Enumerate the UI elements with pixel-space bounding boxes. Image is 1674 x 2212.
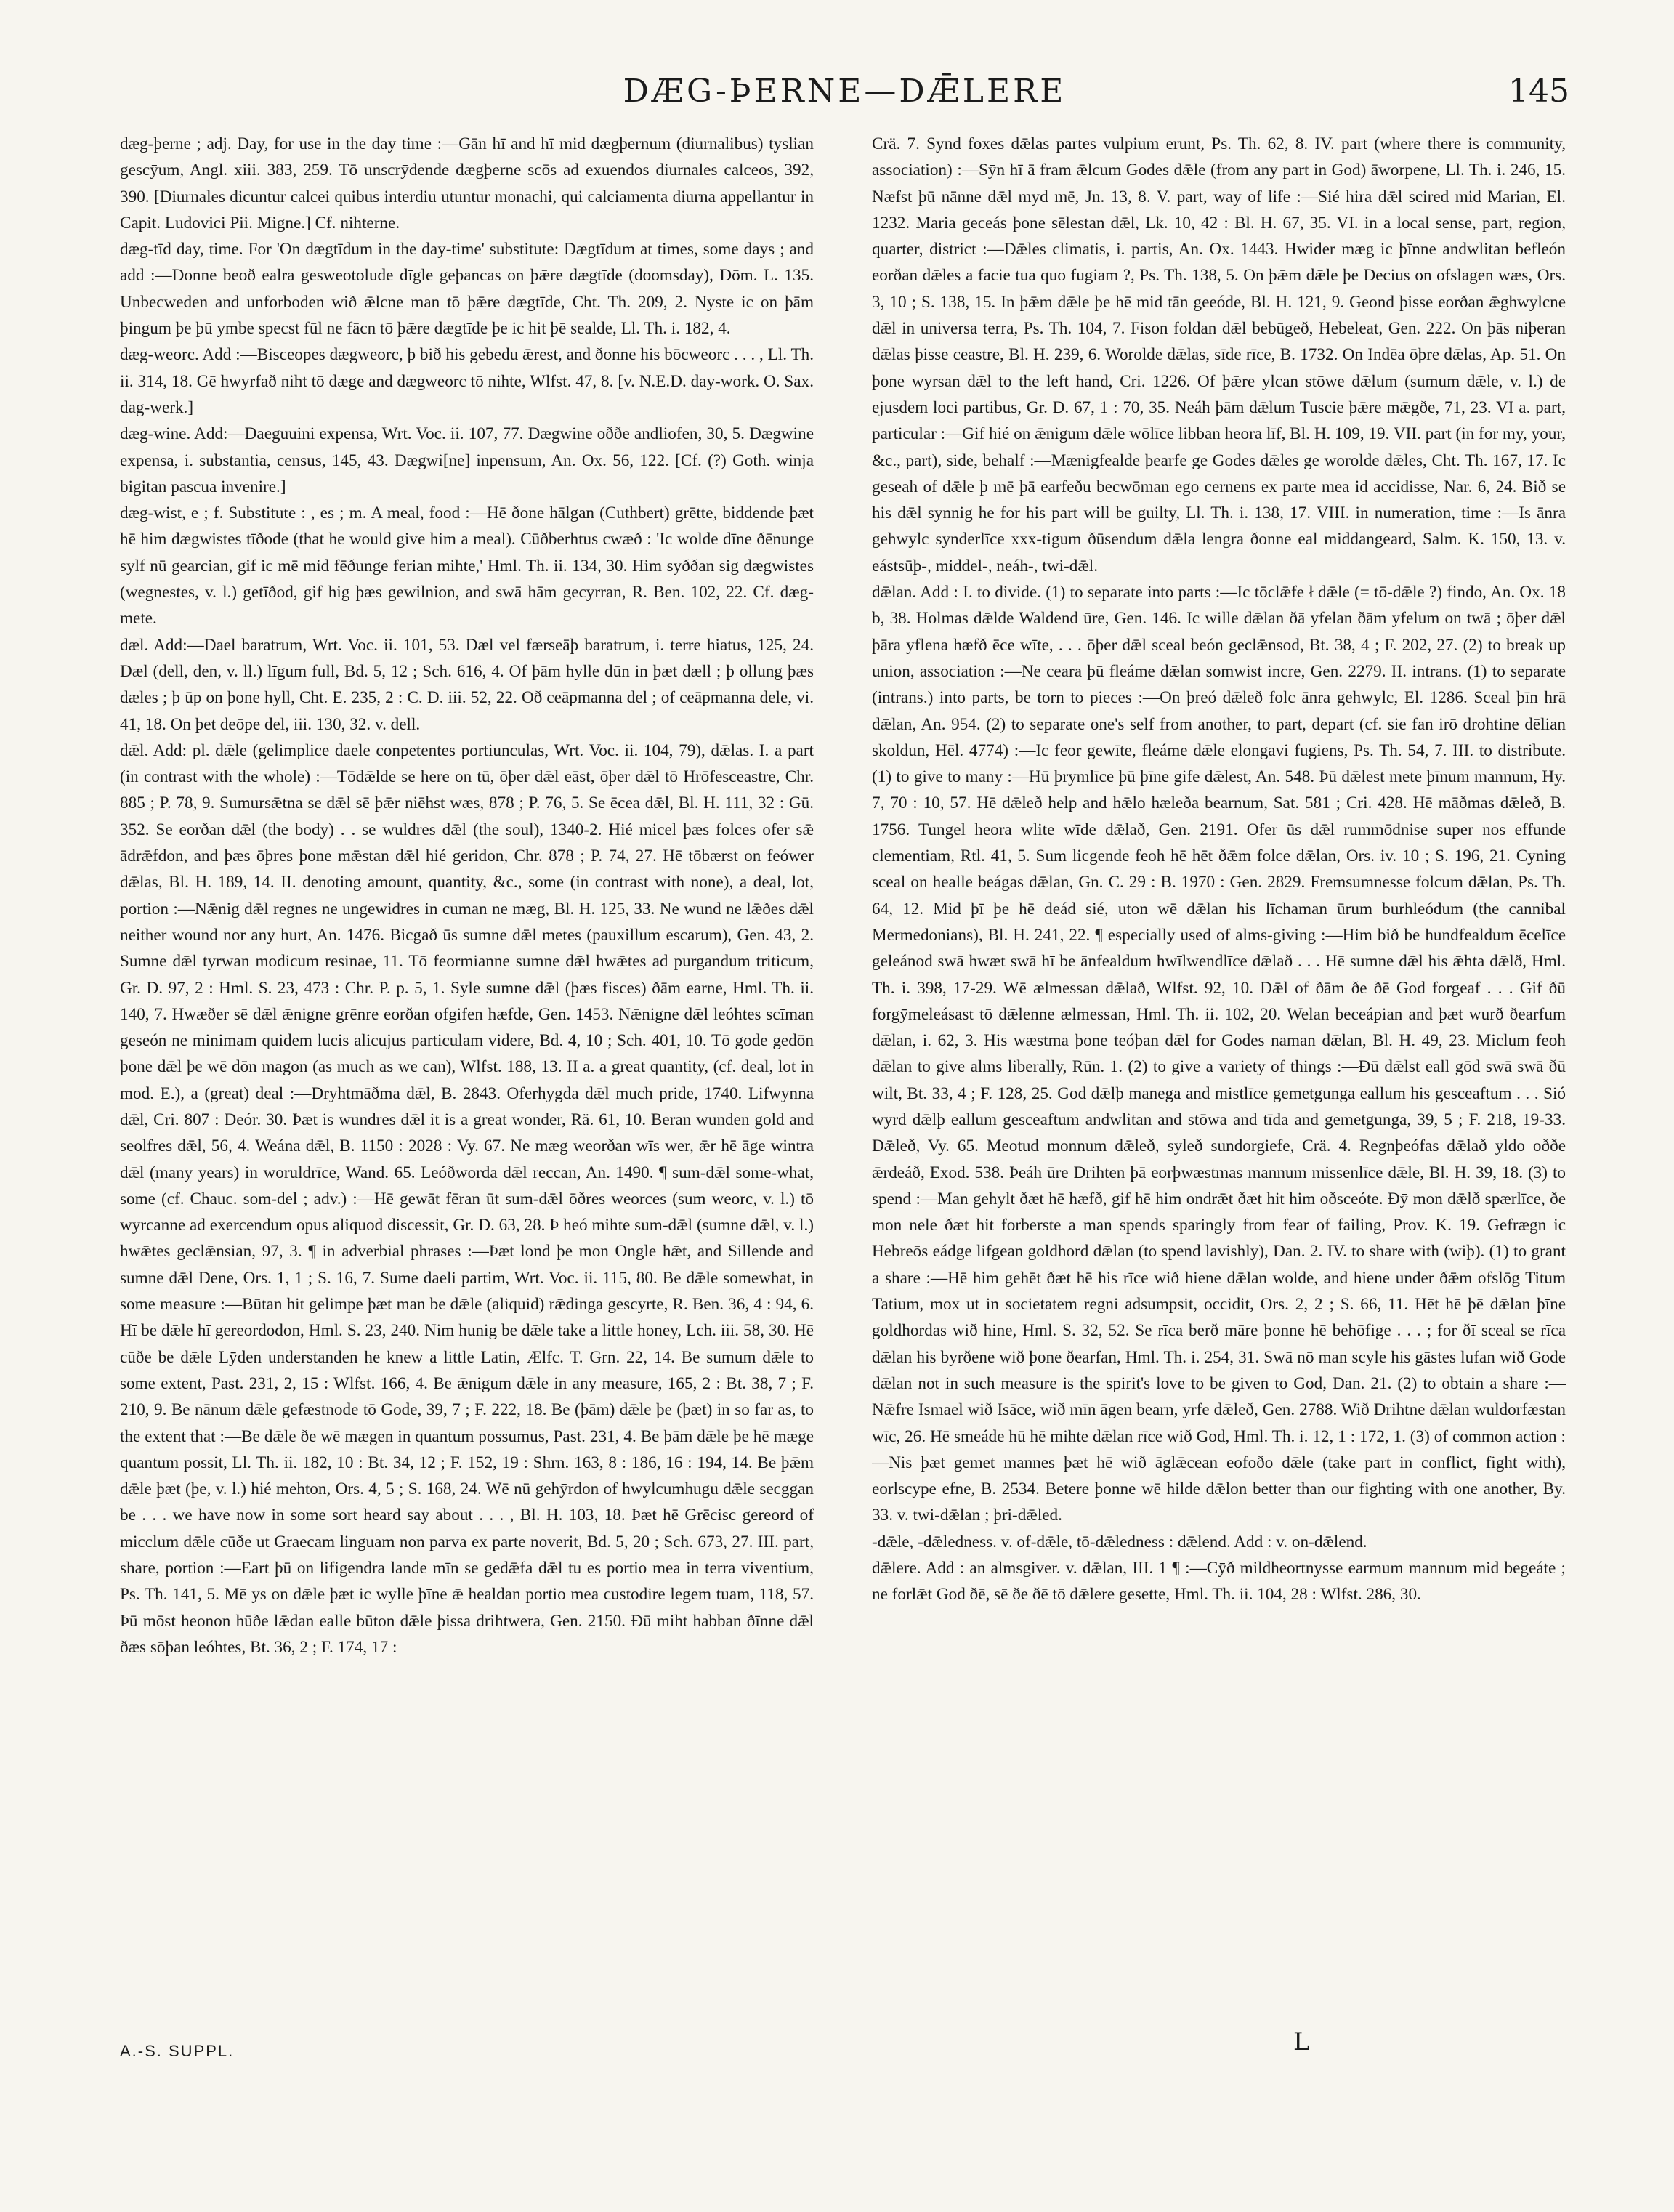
entry-daelere: dǣlere. Add : an almsgiver. v. dǣlan, III. 1 ¶ :—Cȳð mildheortnysse earmum mannum mid begeáte ; ne forlǣt God ðē, sē ðe ðē tō dǣlere gesette, Hml. Th. ii. 104, 28 : Wlfst. 286, 30. xyxy=(872,1559,1566,1604)
footer-signature-mark: L xyxy=(1293,2027,1310,2056)
entry-daeg-wine: dæg-wine. Add:—Daeguuini expensa, Wrt. Voc. ii. 107, 77. Dægwine oððe andliofen, 30, 5. Dægwine expensa, i. substantia, census, 145, 43. Dægwi[ne] inpensum, An. Ox. 56, 122. [Cf. (?) Goth. winja bigitan pascua invenire.] xyxy=(120,424,814,496)
right-column xyxy=(872,131,1566,2056)
entry-daeg-weorc: dæg-weorc. Add :—Bisceopes dægweorc, þ bið his gebedu ǣrest, and ðonne his bōcweorc . . . , Ll. Th. ii. 314, 18. Gē hwyrfað niht tō dæge and dægweorc tō nihte, Wlfst. 47, 8. [v. N.E.D. day-work. O. Sax. dag-werk.] xyxy=(120,345,814,417)
entry-dael-short: dæl. Add:—Dael baratrum, Wrt. Voc. ii. 101, 53. Dæl vel færseāþ baratrum, i. terre hiatus, 125, 24. Dæl (dell, den, v. ll.) līgum full, Bd. 5, 12 ; Sch. 616, 4. Of þām hylle dūn in þæt dæll ; þ ollung þæs dæles ; þ ūp on þone hyll, Cht. E. 235, 2 : C. D. iii. 52, 22. Oð ceāpmanna del ; of ceāpmanna dele, vi. 41, 18. On þet deōpe del, iii. 130, 32. v. dell. xyxy=(120,635,814,734)
left-column xyxy=(120,131,814,2056)
page-header xyxy=(120,73,1569,124)
page-number: 145 xyxy=(1508,73,1569,110)
entry-daeg-wist: dæg-wist, e ; f. Substitute : , es ; m. A meal, food :—Hē ðone hālgan (Cuthbert) grētte, biddende þæt hē him dægwistes tīðode (that he would give him a meal). Cūðberhtus cwæð : 'Ic wolde dīne ðēnunge sylf nū gearcian, gif ic mē mid fēðunge ferian mihte,' Hml. Th. ii. 134, 30. Him syððan sig dægwistes (wegnestes, v. l.) getīðod, gif hig þæs gewilnion, and swā hām gecyrran, R. Ben. 102, 22. Cf. dæg-mete. xyxy=(120,504,814,629)
footer-volume-label: A.-S. SUPPL. xyxy=(120,2042,235,2060)
entry-daeg-therne: dæg-þerne ; adj. Day, for use in the day time :—Gān hī and hī mid dægþernum (diurnalibus) tyslian gescȳum, Angl. xiii. 383, 259. Tō unscrȳdende dægþerne scōs ad exuendos diurnales calceos, 392, 390. [Diurnales dicuntur calcei quibus interdiu utuntur monachi, qui calciamenta diurna appellantur in Capit. Ludovici Pii. Migne.] Cf. nihterne. xyxy=(120,134,814,233)
entry-dael-continued: Crä. 7. Synd foxes dǣlas partes vulpium erunt, Ps. Th. 62, 8. IV. part (where there is community, association) :—Sȳn hī ā fram ǣlcum Godes dǣle (from any part in God) āworpene, Ll. Th. i. 246, 15. Næfst þū nānne dǣl myd mē, Jn. 13, 8. V. part, way of life :—Sié hira dǣl scired mid Marian, El. 1232. Maria geceás þone sēlestan dǣl, Lk. 10, 42 : Bl. H. 67, 35. VI. in a local sense, part, region, quarter, district :—Dǣles climatis, i. partis, An. Ox. 1443. Hwider mæg ic þīnne andwlitan befleón eorðan dǣles a facie tua quo fugiam ?, Ps. Th. 138, 5. On þǣm dǣle þe Decius on ofslagen wæs, Ors. 3, 10 ; S. 138, 15. In þǣm dǣle þe hē mid tān geeóde, Bl. H. 121, 9. Geond þisse eorðan ǣghwylcne dǣl in universa terra, Ps. Th. 104, 7. Fison foldan dǣl bebūgeð, Hebeleat, Gen. 222. On þās niþeran dǣlas þisse ceastre, Bl. H. 239, 6. Worolde dǣlas, sīde rīce, B. 1732. On Indēa ōþre dǣlas, Ap. 51. On þone wyrsan dǣl to the left hand, Cri. 1226. Of þǣre ylcan stōwe dǣlum (sumum dǣle, v. l.) de ejusdem loci partibus, Gr. D. 67, 1 : 70, 35. Neáh þām dǣlum Tuscie þǣre mǣgðe, 71, 23. VI a. part, particular :—Gif hié on ǣnigum dǣle wōlīce libban heora līf, Bl. H. 109, 19. VII. part (in for my, your, &c., part), side, behalf :—Mænigfealde þearfe ge Godes dǣles ge worolde dǣles, Cht. Th. 167, 17. Ic geseah of dǣle þ mē þā earfeðu becwōman ego cernens ex parte mea id accidisse, Nar. 6, 24. Bið se his dǣl synnig he for his part will be guilty, Ll. Th. i. 138, 17. VIII. in numeration, time :—Is ānra gehwylc synderlīce xxx-tigum ðūsendum dǣla lengra ðonne eal middangeard, Salm. K. 150, 13. v. eástsūþ-, middel-, neáh-, twi-dǣl. xyxy=(872,134,1566,576)
entry-daelan: dǣlan. Add : I. to divide. (1) to separate into parts :—Ic tōclǣfe ł dǣle (= tō-dǣle ?) findo, An. Ox. 18 b, 38. Holmas dǣlde Waldend ūre, Gen. 146. Ic wille dǣlan ðā yfelan ðām yfelum on twā ; ōþer dǣl þāra yflena hæfð ēce wīte, . . . ōþer dǣl sceal beón geclǣnsod, Bt. 38, 4 ; F. 202, 27. (2) to break up union, association :—Ne ceara þū fleáme dǣlan somwist incre, Gen. 2279. II. intrans. (1) to separate (intrans.) into parts, be torn to pieces :—On þreó dǣleð folc ānra gehwylc, El. 1286. Sceal þīn hrā dǣlan, An. 954. (2) to separate one's self from another, to part, depart (cf. sie fan irō drohtine dēlian skoldun, Hēl. 4774) :—Ic feor gewīte, fleáme dǣle elongavi fugiens, Ps. Th. 54, 7. III. to distribute. (1) to give to many :—Hū þrymlīce þū þīne gife dǣlest, An. 548. Þū dǣlest mete þīnum mannum, Hy. 7, 70 : 10, 57. Hē dǣleð help and hǣlo hæleða bearnum, Sat. 581 ; Cri. 428. Hē māðmas dǣleð, B. 1756. Tungel heora wlite wīde dǣlað, Gen. 2191. Ofer ūs dǣl rummōdnise super nos effunde clementiam, Rtl. 41, 5. Sum licgende feoh hē hēt ðǣm folce dǣlan, Ors. iv. 10 ; S. 196, 21. Cyning sceal on healle beágas dǣlan, Gn. C. 29 : B. 1970 : Gen. 2829. Fremsumnesse folcum dǣlan, Ps. Th. 64, 12. Mid þī þe hē deád sié, uton wē dǣlan his līchaman ūrum burhleódum (the cannibal Mermedonians), Bl. H. 241, 22. ¶ especially used of alms-giving :—Him bið be hundfealdum ēcelīce geleánod swā hwæt swā hī be ānfealdum hwīlwendlīce dǣlað . . . Hē sumne dǣl his ǣhta dǣlð, Hml. Th. i. 398, 17-29. Wē ælmessan dǣlað, Wlfst. 92, 10. Dǣl of ðām ðe ðē God forgeaf . . . Gif ðū forgȳmeleásast tō dǣlenne ælmessan, Hml. Th. ii. 102, 20. Welan beceápian and þæt wurð ðearfum dǣlan, i. 62, 3. His wæstma þone teóþan dǣl for Godes naman dǣlan, Bl. H. 49, 23. Miclum feoh dǣlan to give alms liberally, Rūn. 1. (2) to give a variety of things :—Ðū dǣlst eall gōd swā swā ðū wilt, Bt. 33, 4 ; F. 128, 25. God dǣlþ manega and mistlīce gemetgunga eallum his gesceaftum . . . Sió wyrd dǣlþ eallum gesceaftum andwlitan and stōwa and tīda and gemetgunga, 39, 5 ; F. 218, 19-33. Dǣleð, Vy. 65. Meotud monnum dǣleð, syleð sundorgiefe, Crä. 4. Regnþeófas dǣlað yldo oððe ǣrdeáð, Exod. 538. Þeáh ūre Drihten þā eorþwæstmas mannum missenlīce dǣle, Bl. H. 39, 18. (3) to spend :—Man gehylt ðæt hē hæfð, gif hē him ondrǣt ðæt hit him oðsceóte. Ðȳ mon dǣlð spærlīce, ðe mon nele ðæt hit forberste a man spends sparingly from fear of failing, Prov. K. 19. Gefrægn ic Hebreōs eádge lifgean goldhord dǣlan (to spend lavishly), Dan. 2. IV. to share with (wiþ). (1) to grant a share :—Hē him gehēt ðæt hē his rīce wið hiene dǣlan wolde, and hiene under ðǣm ofslōg Titum Tatium, mox ut in societatem regni adsumpsit, occidit, Ors. 2, 2 ; S. 66, 11. Hēt hē þē dǣlan þīne goldhordas wið hine, Hml. S. 32, 52. Se rīca berð māre þonne hē behōfige . . . ; for ðī sceal se rīca dǣlan his byrðene wið þone ðearfan, Hml. Th. i. 254, 31. Swā nō man scyle his gāstes lufan wið Gode dǣlan not in such measure is the spirit's love to be given to God, Dan. 21. (2) to obtain a share :—Nǣfre Ismael wið Isāce, wið mīn āgen bearn, yrfe dǣleð, Gen. 2788. Wið Drihtne dǣlan wuldorfæstan wīc, 26. Hē smeáde hū hē mihte dǣlan rīce wið God, Hml. Th. i. 12, 1 : 172, 1. (3) of common action :—Nis þæt gemet mannes þæt hē wið āglǣcean eofoðo dǣle (take part in conflict, fight with), eorlscype efne, B. 2534. Betere þonne wē hilde dǣlon better than our fighting with one another, By. 33. v. twi-dǣlan ; þri-dǣled. xyxy=(872,583,1566,1525)
entry-dael-long: dǣl. Add: pl. dǣle (gelimplice daele conpetentes portiunculas, Wrt. Voc. ii. 104, 79), dǣlas. I. a part (in contrast with the whole) :—Tōdǣlde se here on tū, ōþer dǣl eāst, ōþer dǣl tō Hrōfesceastre, Chr. 885 ; P. 78, 9. Sumursǣtna se dǣl sē þǣr niēhst wæs, 878 ; P. 76, 5. Se ēcea dǣl, Bl. H. 111, 32 : Gū. 352. Se eorðan dǣl (the body) . . se wuldres dǣl (the soul), 1340-2. Hié micel þæs folces ofer sǣ ādrǣfdon, and þæs ōþres þone mǣstan dǣl hié geridon, Chr. 878 ; P. 74, 27. Hē tōbærst on feówer dǣlas, Bl. H. 189, 14. II. denoting amount, quantity, &c., some (in contrast with none), a deal, lot, portion :—Nǣnig dǣl regnes ne ungewidres in cuman ne mæg, Bl. H. 125, 33. Ne wund ne lǣðes dǣl neither wound nor any hurt, An. 1476. Bicgað ūs sumne dǣl metes (pauxillum escarum), Gen. 43, 2. Sumne dǣl tyrwan modicum resinae, 11. Tō feormianne sumne dǣl hwǣtes ad purgandum triticum, Gr. D. 97, 2 : Hml. S. 23, 473 : Chr. P. p. 5, 1. Syle sumne dǣl (þæs fisces) ðām earne, Hml. Th. ii. 140, 7. Hwæðer sē dǣl ǣnigne grēnre eorðan ofgifen hæfde, Gen. 1453. Nǣnigne dǣl leóhtes scīman geseón ne minimam quidem lucis alicujus particulam videre, Bd. 4, 10 ; Sch. 401, 10. Tō gode gedōn þone dǣl þe wē dōn magon (as much as we can), Wlfst. 188, 13. II a. a great quantity, (cf. deal, lot in mod. E.), a (great) deal :—Dryhtmāðma dǣl, B. 2843. Oferhygda dǣl much pride, 1740. Lifwynna dǣl, Cri. 807 : Deór. 30. Þæt is wundres dǣl it is a great wonder, Rä. 61, 10. Beran wunden gold and seolfres dǣl, 56, 4. Weána dǣl, B. 1150 : 2028 : Vy. 67. Ne mæg weorðan wīs wer, ǣr hē āge wintra dǣl (many years) in woruldrīce, Wand. 65. Leóðworda dǣl reccan, An. 1490. ¶ sum-dǣl some-what, some (cf. Chauc. som-del ; adv.) :—Hē gewāt fēran ūt sum-dǣl ōðres weorces (sum weorc, v. l.) tō wyrcanne ad exercendum opus aliquod discessit, Gr. D. 63, 28. Þ heó mihte sum-dǣl (sumne dǣl, v. l.) hwǣtes geclǣnsian, 97, 3. ¶ in adverbial phrases :—Þæt lond þe mon Ongle hǣt, and Sillende and sumne dǣl Dene, Ors. 1, 1 ; S. 16, 7. Sume daeli partim, Wrt. Voc. ii. 115, 80. Be dǣle somewhat, in some measure :—Būtan hit gelimpe þæt man be dǣle (aliquid) rǣdinga gescyrte, R. Ben. 36, 4 : 94, 6. Hī be dǣle hī gereordodon, Hml. S. 23, 240. Nim hunig be dǣle take a little honey, Lch. iii. 58, 30. Hē cūðe be dǣle Lȳden understanden he knew a little Latin, Ælfc. T. Grn. 22, 14. Be sumum dǣle to some extent, Past. 231, 2, 15 : Wlfst. 166, 4. Be ǣnigum dǣle in any measure, 165, 2 : Bt. 38, 7 ; F. 210, 9. Be nānum dǣle gefæstnode tō Gode, 39, 7 ; F. 222, 18. Be (þām) dǣle þe (þæt) in so far as, to the extent that :—Be dǣle ðe wē mægen in quantum possumus, Past. 231, 4. Be þām dǣle þe hē mæge quantum possit, Ll. Th. ii. 182, 10 : Bt. 34, 12 ; F. 152, 19 : Shrn. 163, 8 : 186, 16 : 194, 14. Be þǣm dǣle þæt (þe, v. l.) hié mehton, Ors. 4, 5 ; S. 168, 24. Wē nū gehȳrdon of hwylcumhugu dǣle secggan be . . . we have now in some sort heard say about . . . , Bl. H. 103, 18. Þæt hē Grēcisc gereord of micclum dǣle cūðe ut Graecam linguam non parva ex parte noverit, Bd. 5, 20 ; Sch. 673, 27. III. part, share, portion :—Eart þū on lifigendra lande mīn se gedǣfa dǣl tu es portio mea in terra viventium, Ps. Th. 141, 5. Mē ys on dǣle þæt ic wylle þīne ǣ healdan portio mea custodire legem tuam, 118, 57. Þū mōst heonon hūðe lǣdan ealle būton dǣle þissa drihtwera, Gen. 2150. Ðū miht habban ðīnne dǣl ðæs sōþan leóhtes, Bt. 36, 2 ; F. 174, 17 : xyxy=(120,740,814,1657)
running-head: DÆG-ÞERNE—DǢLERE xyxy=(623,73,1067,110)
entry-daeg-tid: dæg-tīd day, time. For 'On dægtīdum in the day-time' substitute: Dægtīdum at times, some days ; and add :—Ðonne beoð ealra gesweotolude dīgle geþancas on þǣre dægtīde (doomsday), Dōm. L. 135. Unbecweden and unforboden wið ǣlcne man tō þǣre dægtīde, Cht. Th. 209, 2. Nyste ic on þām þingum þe þū ymbe specst fūl ne fācn tō þǣre dægtīde þe ic hit þē sealde, Ll. Th. i. 182, 4. xyxy=(120,240,814,339)
entry-daele-daeledness: -dǣle, -dǣledness. v. of-dǣle, tō-dǣledness : dǣlend. Add : v. on-dǣlend. xyxy=(872,1532,1367,1551)
